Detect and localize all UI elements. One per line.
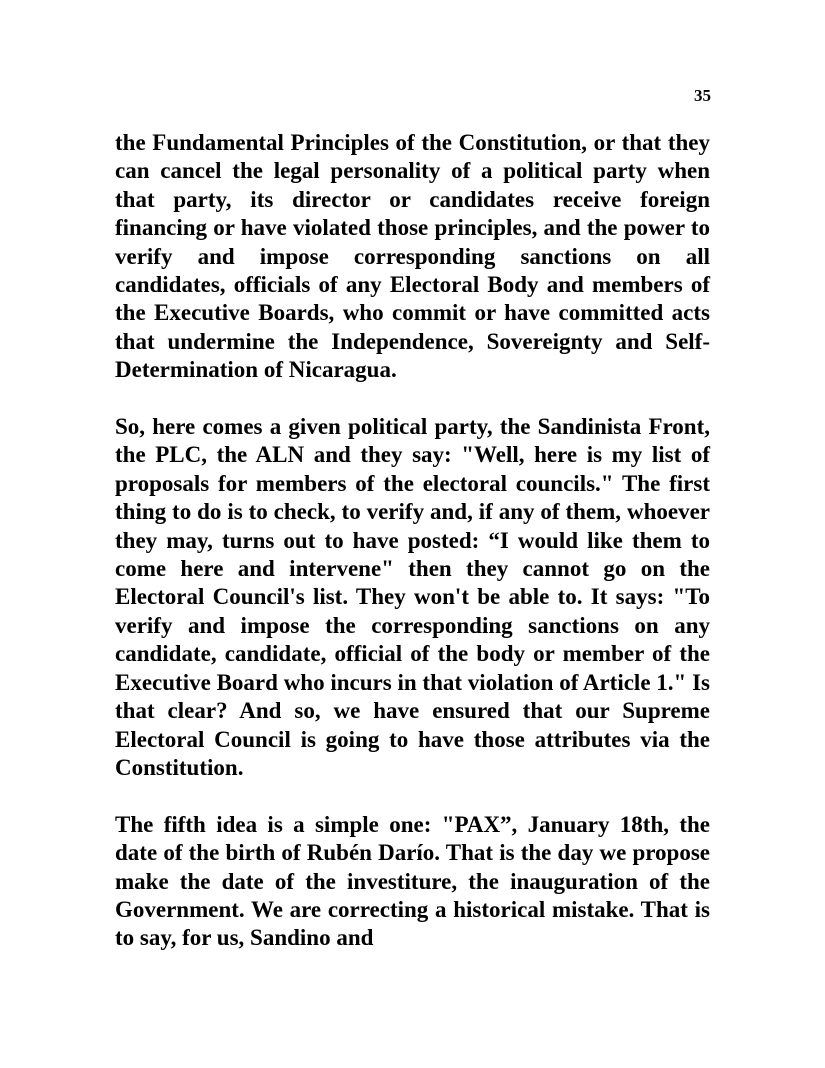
paragraph-1: the Fundamental Principles of the Constitution, or that they can cancel the legal personality of a political party when that party, its director or candidates receive foreign financing or have violated those principles, and the power to verify and impose corresponding sanctions on all candidates, officials of any Electoral Body and members of the Executive Boards, who commit or have committed acts that undermine the Independence, Sovereignty and Self-Determination of Nicaragua. [115,130,710,383]
body-text [115,129,710,953]
paragraph-3: The fifth idea is a simple one: "PAX”, January 18th, the date of the birth of Rubén Darío. That is the day we propose make the date of the investiture, the inauguration of the Government. We are correcting a historical mistake. That is to say, for us, Sandino and [115,811,710,951]
page-number: 35 [694,86,711,105]
paragraph-2: So, here comes a given political party, the Sandinista Front, the PLC, the ALN and they say: "Well, here is my list of proposals for members of the electoral councils." The first thing to do is to check, to verify and, if any of them, whoever they may, turns out to have posted: “I would like them to come here and intervene" then they cannot go on the Electoral Council's list. They won't be able to. It says: "To verify and impose the corresponding sanctions on any candidate, candidate, official of the body or member of the Executive Board who incurs in that violation of Article 1." Is that clear? And so, we have ensured that our Supreme Electoral Council is going to have those attributes via the Constitution. [115,414,710,780]
